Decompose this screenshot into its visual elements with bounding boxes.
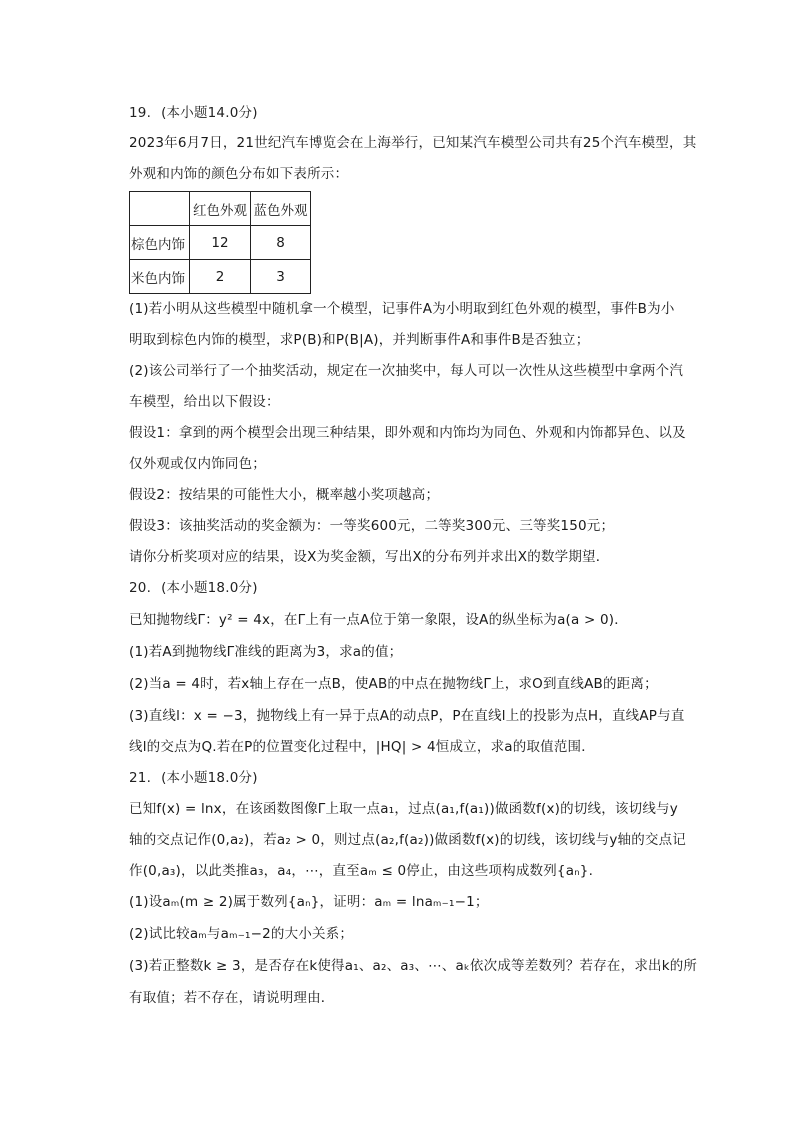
q21-line3: 作(0,a₃)，以此类推a₃，a₄，⋯，直至aₘ ≤ 0停止，由这些项构成数列{aₙ}. [129, 863, 594, 879]
q19-ask: 请你分析奖项对应的结果，设X为奖金额，写出X的分布列并求出X的数学期望． [129, 549, 610, 565]
q19-intro-line2: 外观和内饰的颜色分布如下表所示： [129, 166, 349, 182]
q20-header [129, 579, 258, 597]
q19-assumption1-line1: 假设1：拿到的两个模型会出现三种结果，即外观和内饰均为同色、外观和内饰都异色、以及 [129, 425, 686, 441]
q21-line4: (1)设aₘ(m ≥ 2)属于数列{aₙ}，证明：aₘ = lnaₘ₋₁−1； [129, 894, 489, 910]
table-row-label: 棕色内饰 [130, 226, 190, 260]
q19-assumption2: 假设2：按结果的可能性大小，概率越小奖项越高； [129, 487, 440, 503]
q21-line5: (2)试比较aₘ与aₘ₋₁−2的大小关系； [129, 926, 354, 942]
q20-line5: 线l的交点为Q.若在P的位置变化过程中，|HQ| > 4恒成立，求a的取值范围． [129, 739, 595, 755]
table-row [130, 226, 311, 260]
table-header-row [130, 192, 311, 226]
q21-number: 21. [129, 770, 152, 786]
q19-header [129, 104, 258, 122]
q21-line2: 轴的交点记作(0,a₂)，若a₂ > 0，则过点(a₂,f(a₂))做函数f(x)的切线，该切线与y轴的交点记 [129, 832, 687, 848]
q19-intro-line1: 2023年6月7日，21世纪汽车博览会在上海举行，已知某汽车模型公司共有25个汽车模型，其 [129, 135, 697, 151]
color-distribution-table [129, 191, 311, 294]
table-header-red: 红色外观 [190, 192, 251, 226]
table-row-label: 米色内饰 [130, 260, 190, 294]
q21-line1: 已知f(x) = lnx，在该函数图像Γ上取一点a₁，过点(a₁,f(a₁))做函数f(x)的切线，该切线与y [129, 801, 678, 817]
q20-line3: (2)当a = 4时，若x轴上存在一点B，使AB的中点在抛物线Γ上，求O到直线AB的距离； [129, 676, 658, 692]
q19-points: (本小题14.0分) [161, 105, 258, 121]
table-cell: 8 [251, 226, 311, 260]
q19-assumption1-line2: 仅外观或仅内饰同色； [129, 456, 266, 472]
q21-header [129, 769, 258, 787]
table-row [130, 260, 311, 294]
table-cell: 12 [190, 226, 251, 260]
q21-line7: 有取值；若不存在，请说明理由． [129, 990, 335, 1006]
q21-points: (本小题18.0分) [161, 770, 258, 786]
table-cell: 3 [251, 260, 311, 294]
q19-number: 19. [129, 105, 152, 121]
q19-assumption3: 假设3：该抽奖活动的奖金额为：一等奖600元，二等奖300元、三等奖150元； [129, 518, 615, 534]
q20-number: 20. [129, 580, 152, 596]
q20-points: (本小题18.0分) [161, 580, 258, 596]
q19-part1-line2: 明取到棕色内饰的模型，求P(B)和P(B|A)，并判断事件A和事件B是否独立； [129, 332, 590, 348]
q19-part2-line2: 车模型，给出以下假设： [129, 394, 280, 410]
q20-line1: 已知抛物线Γ：y² = 4x，在Γ上有一点A位于第一象限，设A的纵坐标为a(a > 0)． [129, 612, 628, 628]
q19-part1-line1: (1)若小明从这些模型中随机拿一个模型，记事件A为小明取到红色外观的模型，事件B为小 [129, 301, 675, 317]
table-header-blue: 蓝色外观 [251, 192, 311, 226]
table-cell: 2 [190, 260, 251, 294]
q20-line4: (3)直线l：x = −3，抛物线上有一异于点A的动点P，P在直线l上的投影为点H，直线AP与直 [129, 708, 685, 724]
q19-part2-line1: (2)该公司举行了一个抽奖活动，规定在一次抽奖中，每人可以一次性从这些模型中拿两个汽 [129, 363, 684, 379]
table-cell [130, 192, 190, 226]
q21-line6: (3)若正整数k ≥ 3，是否存在k使得a₁、a₂、a₃、⋯、aₖ依次成等差数列？若存在，求出k的所 [129, 958, 698, 974]
q20-line2: (1)若A到抛物线Γ准线的距离为3，求a的值； [129, 644, 403, 660]
